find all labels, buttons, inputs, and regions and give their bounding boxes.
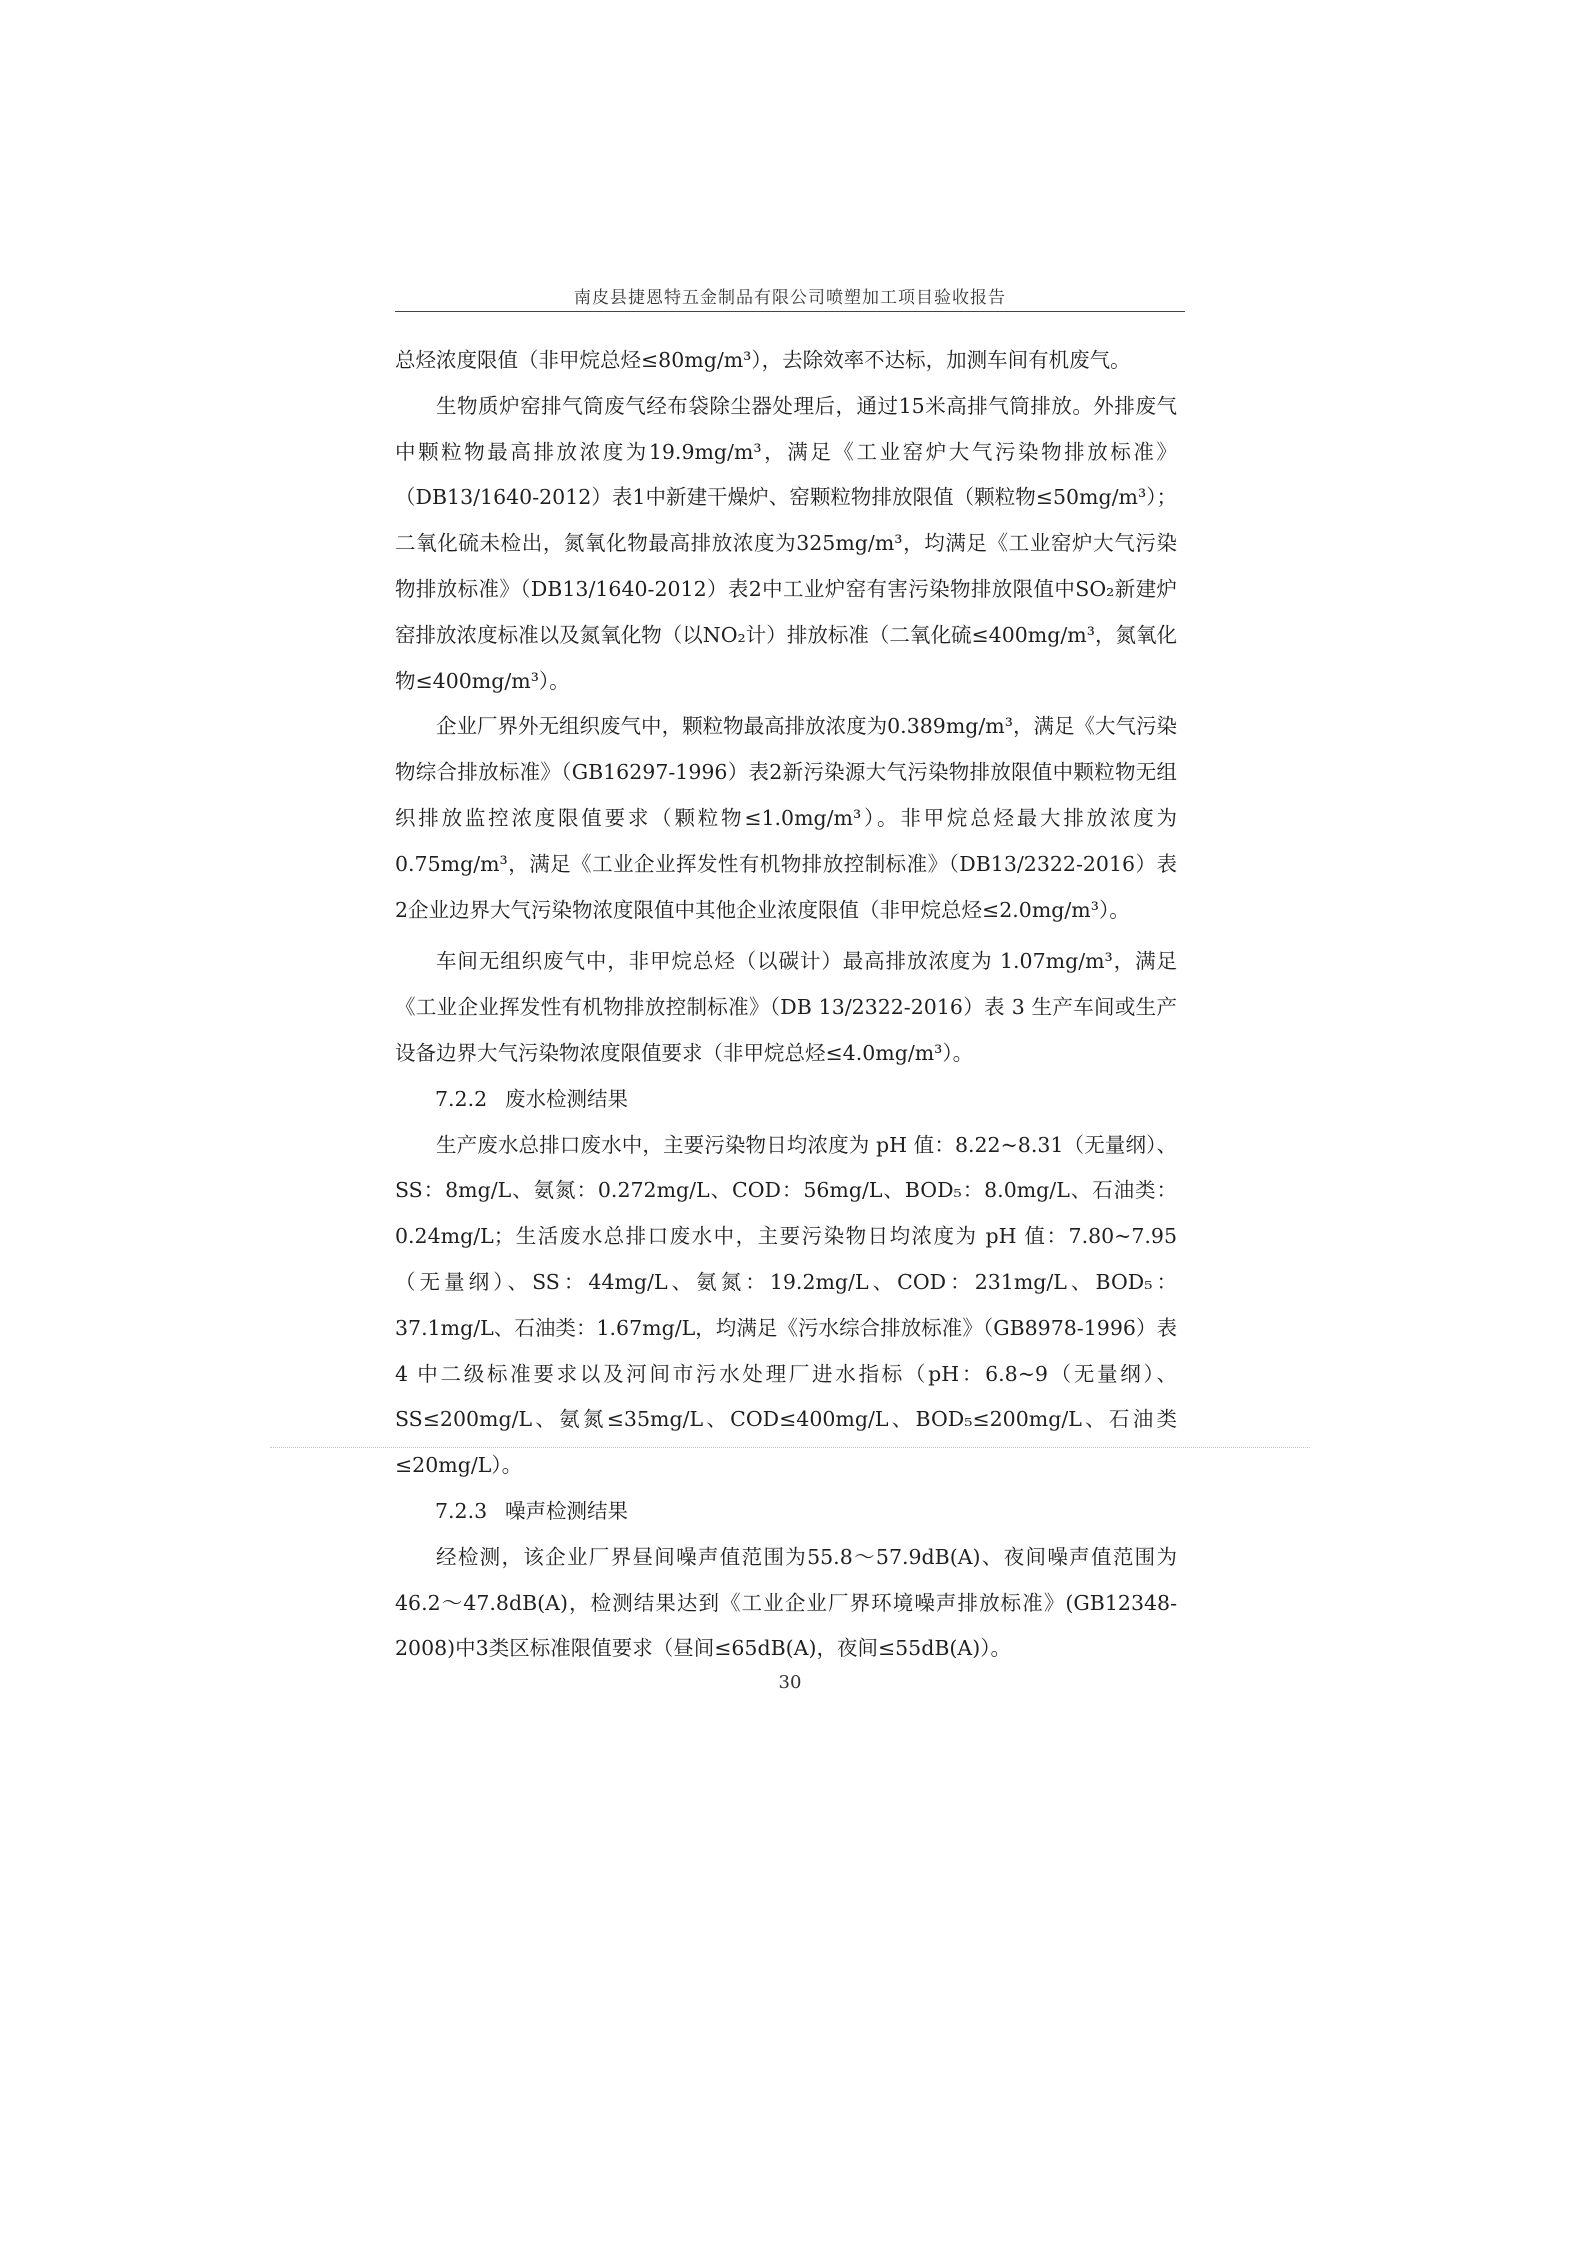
paragraph-kiln-exhaust: 生物质炉窑排气筒废气经布袋除尘器处理后，通过15米高排气筒排放。外排废气中颗粒物最高排放浓度为19.9mg/m³，满足《工业窑炉大气污染物排放标准》（DB13/1640-2012）表1中新建干燥炉、窑颗粒物排放限值（颗粒物≤50mg/m³）；二氧化硫未检出，氮氧化物最高排放浓度为325mg/m³，均满足《工业窑炉大气污染物排放标准》（DB13/1640-2012）表2中工业炉窑有害污染物排放限值中SO₂新建炉窑排放浓度标准以及氮氧化物（以NO₂计）排放标准（二氧化硫≤400mg/m³，氮氧化物≤400mg/m³）。 [395,393,1177,693]
section-heading-noise [395,1489,1177,1535]
section-title: 噪声检测结果 [505,1498,628,1523]
header-rule [395,311,1185,312]
running-header: 南皮县捷恩特五金制品有限公司喷塑加工项目验收报告 [574,288,1006,308]
paragraph-noise: 经检测，该企业厂界昼间噪声值范围为55.8～57.9dB(A)、夜间噪声值范围为46.2～47.8dB(A)，检测结果达到《工业企业厂界环境噪声排放标准》(GB12348-2008)中3类区标准限值要求（昼间≤65dB(A)，夜间≤55dB(A)）。 [395,1544,1177,1661]
section-heading-wastewater [395,1077,1177,1123]
scan-artifact-line [270,1447,1310,1448]
paragraph-continuation: 总烃浓度限值（非甲烷总烃≤80mg/m³），去除效率不达标，加测车间有机废气。 [395,348,1131,372]
section-title: 废水检测结果 [505,1086,628,1111]
page-number: 30 [778,1672,802,1693]
paragraph-wastewater: 生产废水总排口废水中，主要污染物日均浓度为 pH 值：8.22~8.31（无量纲）、SS：8mg/L、氨氮：0.272mg/L、COD：56mg/L、BOD₅：8.0mg/L、石油类：0.24mg/L；生活废水总排口废水中，主要污染物日均浓度为 pH 值：7.80~7.95（无量纲）、SS：44mg/L、氨氮：19.2mg/L、COD：231mg/L、BOD₅：37.1mg/L、石油类：1.67mg/L，均满足《污水综合排放标准》（GB8978-1996）表 4 中二级标准要求以及河间市污水处理厂进水指标（pH：6.8~9（无量纲）、SS≤200mg/L、氨氮≤35mg/L、COD≤400mg/L、BOD₅≤200mg/L、石油类≤20mg/L）。 [395,1132,1177,1478]
section-number: 7.2.2 [435,1086,488,1111]
section-number: 7.2.3 [435,1498,488,1523]
paragraph-boundary-fugitive: 企业厂界外无组织废气中，颗粒物最高排放浓度为0.389mg/m³，满足《大气污染物综合排放标准》（GB16297-1996）表2新污染源大气污染物排放限值中颗粒物无组织排放监控浓度限值要求（颗粒物≤1.0mg/m³）。非甲烷总烃最大排放浓度为0.75mg/m³，满足《工业企业挥发性有机物排放控制标准》（DB13/2322-2016）表2企业边界大气污染物浓度限值中其他企业浓度限值（非甲烷总烃≤2.0mg/m³）。 [395,714,1177,922]
paragraph-workshop-fugitive: 车间无组织废气中，非甲烷总烃（以碳计）最高排放浓度为 1.07mg/m³，满足《工业企业挥发性有机物排放控制标准》（DB 13/2322-2016）表 3 生产车间或生产设备边界大气污染物浓度限值要求（非甲烷总烃≤4.0mg/m³）。 [395,949,1177,1065]
page-body [395,338,1177,1672]
